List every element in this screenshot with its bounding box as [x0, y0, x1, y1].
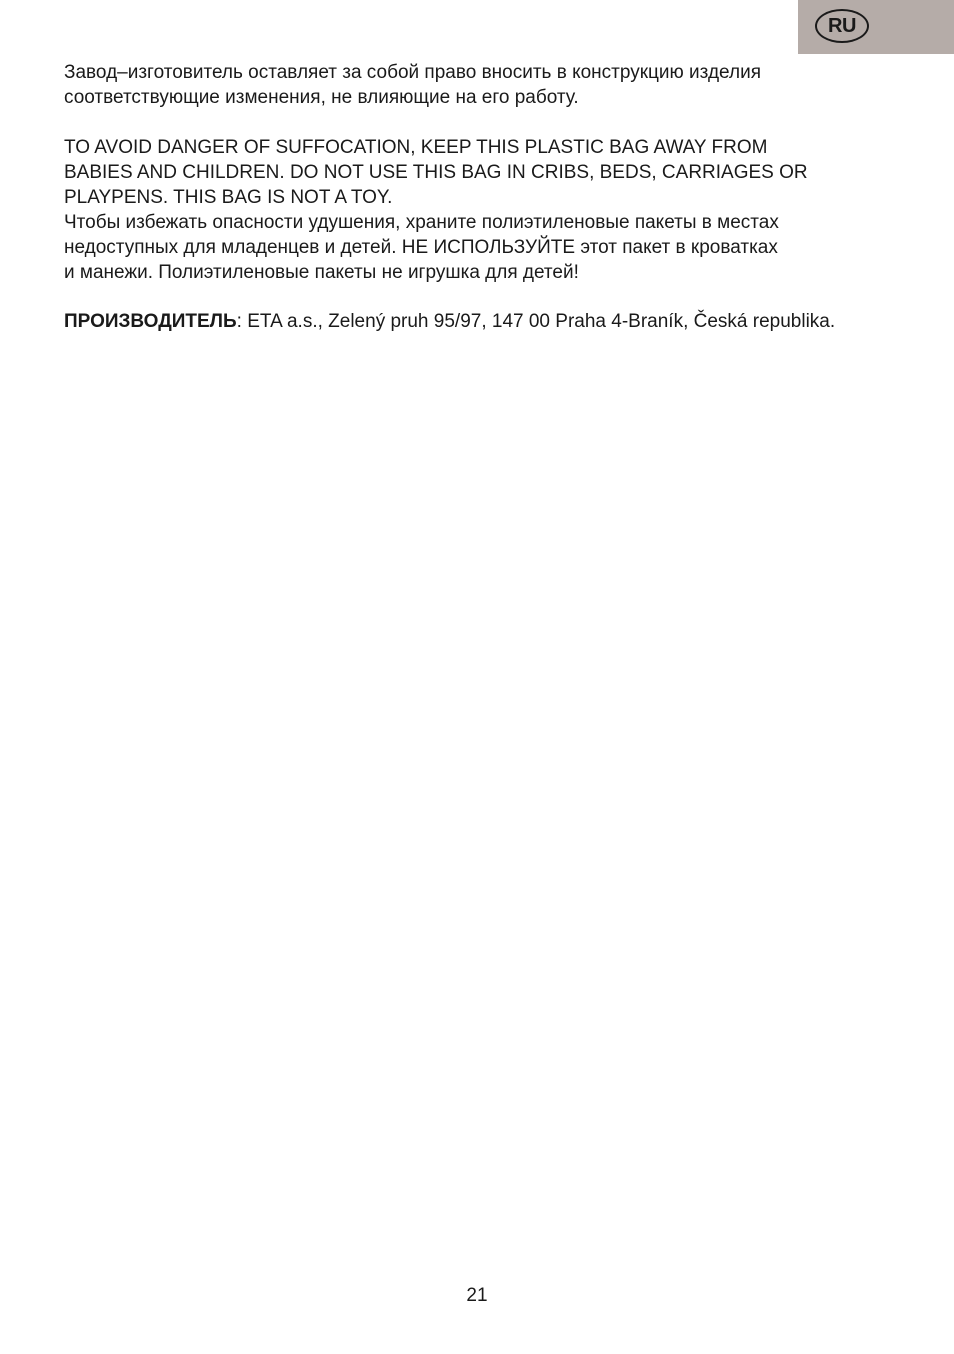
document-body	[64, 60, 924, 334]
text-line: BABIES AND CHILDREN. DO NOT USE THIS BAG IN CRIBS, BEDS, CARRIAGES OR	[64, 161, 808, 183]
text-line: и манежи. Полиэтиленовые пакеты не игрушка для детей!	[64, 261, 579, 283]
page-number: 21	[466, 1285, 488, 1306]
text-line: недоступных для младенцев и детей. НЕ ИСПОЛЬЗУЙТЕ этот пакет в кроватках	[64, 236, 778, 258]
manufacturer-line	[64, 309, 924, 334]
text-line: соответствующие изменения, не влияющие на его работу.	[64, 87, 579, 108]
language-tab	[798, 0, 954, 54]
text-line: Чтобы избежать опасности удушения, храните полиэтиленовые пакеты в местах	[64, 211, 779, 233]
text-line: TO AVOID DANGER OF SUFFOCATION, KEEP THIS PLASTIC BAG AWAY FROM	[64, 136, 768, 158]
paragraph-spacer	[64, 110, 924, 135]
suffocation-warning-en	[64, 135, 924, 210]
manufacturer-label: ПРОИЗВОДИТЕЛЬ	[64, 311, 237, 332]
paragraph-spacer	[64, 285, 924, 310]
language-badge: RU	[815, 9, 869, 43]
manufacturer-address: : ETA a.s., Zelený pruh 95/97, 147 00 Praha 4-Braník, Česká republika.	[236, 311, 836, 332]
text-line: PLAYPENS. THIS BAG IS NOT A TOY.	[64, 186, 393, 208]
text-line: Завод–изготовитель оставляет за собой право вносить в конструкцию изделия	[64, 62, 761, 83]
modifications-paragraph	[64, 60, 924, 110]
suffocation-warning-ru	[64, 210, 924, 285]
manufacturer-paragraph	[64, 309, 924, 334]
